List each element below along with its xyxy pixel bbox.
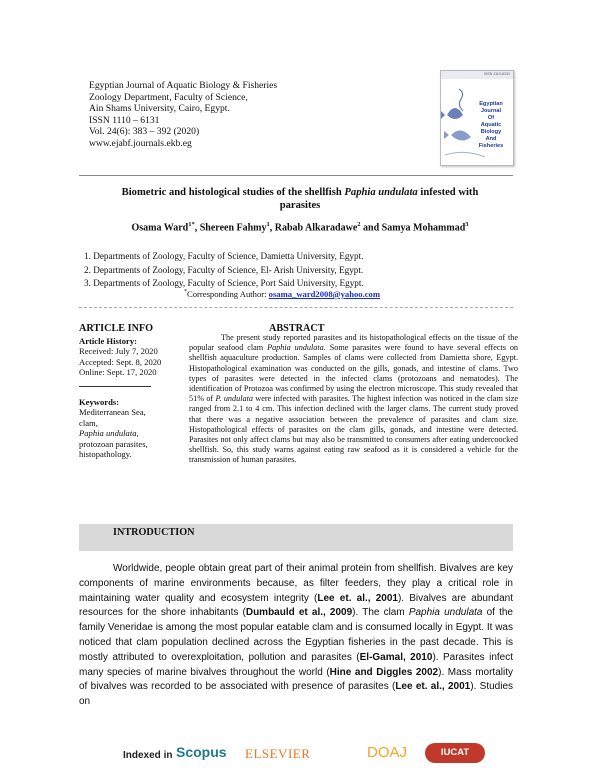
received-date: Received: July 7, 2020 bbox=[79, 346, 158, 357]
doaj-logo-text: DOAJ bbox=[367, 744, 408, 761]
journal-university: Ain Shams University, Cairo, Egypt. bbox=[89, 103, 230, 115]
abstract-body bbox=[189, 333, 518, 466]
abstract-species: Paphia undulata bbox=[267, 343, 324, 353]
title-part: parasites bbox=[279, 200, 321, 211]
doaj-logo bbox=[367, 744, 407, 761]
affiliation-divider bbox=[79, 307, 513, 308]
keyword: Mediterranean Sea, bbox=[79, 407, 146, 418]
species-name: Paphia undulata bbox=[408, 607, 483, 619]
cover-title-line: Egyptian Journal bbox=[479, 101, 503, 114]
intro-text: Worldwide, people obtain great part of their animal protein from shellfish. Bivalves are key components of marine environments because, as filter feeders, they play a critical role in maintaining water quality and ecosystem integrity ( bbox=[79, 563, 513, 604]
accepted-date: Accepted: Sept. 8, 2020 bbox=[79, 356, 162, 367]
keyword: protozoan parasites, bbox=[79, 438, 148, 449]
header-divider bbox=[79, 175, 513, 176]
cover-title-line: And bbox=[485, 136, 497, 142]
citation: Dumbauld et al., 2009 bbox=[245, 607, 353, 619]
article-info-heading: ARTICLE INFO bbox=[79, 323, 154, 334]
scopus-logo bbox=[176, 744, 227, 760]
corresponding-author: *Corresponding Author: osama_ward2008@yahoo.com bbox=[184, 289, 380, 299]
intro-text: ). Mass mortality of bivalves was recorded to be associated with presence of parasites ( bbox=[79, 666, 513, 693]
cover-title-line: Fisheries bbox=[478, 143, 504, 149]
journal-department: Zoology Department, Faculty of Science, bbox=[89, 91, 248, 103]
keyword: clam, bbox=[79, 417, 98, 428]
title-part: infested with bbox=[417, 187, 479, 198]
author-superscript: 2 bbox=[357, 221, 361, 228]
keyword: histopathology. bbox=[79, 449, 132, 460]
abstract-text: The present study reported parasites and its histopathological effects on the tissue of the popular seafood clam bbox=[189, 333, 518, 353]
paper-title bbox=[75, 186, 525, 212]
abstract-text: were infected with parasites. The highest infection was noticed in the clam size ranged from 2.1 to 4 cm. This infection declined with the larger clams. The current study proved that there was a negative association between the prevalence of parasites and clam size. Histopathological effects of parasites on the clam gills, gonads, and intestine were detected. Parasites not only affect clams but may also be transmitted to consumers after eating undercoocked shellfish. So, this study warns against eating raw seafood as it is considered a vehicle for the transmission of human parasites. bbox=[189, 394, 519, 465]
iucat-logo-text: IUCAT bbox=[440, 747, 470, 758]
title-part: Biometric and histological studies of the shellfish bbox=[121, 187, 345, 198]
info-divider bbox=[79, 386, 151, 387]
keywords-block: Keywords: Mediterranean Sea, clam, Paphia undulata, protozoan parasites, histopathology. bbox=[79, 397, 148, 460]
cover-title-line: Aquatic Biology bbox=[480, 122, 502, 135]
author-name: Osama Ward bbox=[131, 222, 189, 234]
indexed-in-label: Indexed in bbox=[123, 750, 173, 761]
author-superscript: 1 bbox=[266, 221, 270, 228]
journal-volume: Vol. 24(6): 383 – 392 (2020) bbox=[89, 126, 200, 138]
intro-text: ). Studies on bbox=[79, 681, 514, 708]
author-name: Samya Mohammad bbox=[381, 222, 466, 234]
citation: Lee et. al., 2001 bbox=[317, 592, 398, 604]
affiliation-2: 2. Departments of Zoology, Faculty of Science, El- Arish University, Egypt. bbox=[84, 265, 364, 275]
journal-issn: ISSN 1110 – 6131 bbox=[89, 114, 160, 126]
author-superscript: 3 bbox=[465, 221, 469, 228]
journal-cover-image bbox=[440, 70, 514, 166]
author-name: Rabab Alkaradawe bbox=[274, 222, 358, 234]
affiliation-1: 1. Departments of Zoology, Faculty of Science, Damietta University, Egypt. bbox=[84, 251, 364, 261]
title-species: Paphia undulata bbox=[344, 187, 418, 198]
abstract-species: P. undulata bbox=[215, 394, 253, 404]
cover-issn: ISSN 1110-6131 bbox=[483, 72, 510, 76]
keywords-label: Keywords bbox=[79, 397, 117, 407]
citation: Hine and Diggles 2002 bbox=[329, 666, 439, 678]
corresponding-label: Corresponding Author: bbox=[187, 289, 269, 299]
author-superscript: 1* bbox=[188, 221, 195, 228]
journal-name: Egyptian Journal of Aquatic Biology & Fisheries bbox=[89, 80, 278, 91]
cover-title-line: Of bbox=[487, 115, 495, 121]
abstract-heading: ABSTRACT bbox=[269, 323, 325, 334]
intro-text: ). Bivalves are abundant resources for the shore inhabitants ( bbox=[79, 592, 514, 619]
citation: El-Gamal, 2010 bbox=[359, 651, 433, 663]
article-history bbox=[79, 336, 161, 378]
journal-header bbox=[89, 80, 277, 150]
keyword: Paphia undulata, bbox=[79, 428, 139, 439]
citation: Lee et. al., 2001 bbox=[395, 681, 471, 693]
intro-text: ). Parasites infect many species of marine bivalves throughout the world ( bbox=[79, 651, 513, 678]
scopus-logo-text: Scopus bbox=[176, 744, 227, 760]
corresponding-email-link[interactable]: osama_ward2008@yahoo.com bbox=[268, 289, 380, 299]
author-list: Osama Ward$^{1*}$, Shereen Fahmy$^1$, Rabab Alkaradawe$^2$ and Samya Mohammad$^3$ bbox=[131, 221, 469, 234]
intro-text: of the family Veneridae is among the most popular eatable clam and is consumed locally in Egypt. It was noticed that clam population declined across the Egyptian fisheries in the past decade. This is mostly attributed to overexploitation, pollution and parasites ( bbox=[79, 607, 513, 663]
introduction-heading: INTRODUCTION bbox=[113, 527, 195, 538]
indexing-footer bbox=[0, 734, 600, 776]
abstract-text: . Some parasites were found to have several effects on shellfish aquaculture production. Samples of clams were collected from Damietta shore, Egypt. Histopathological examination was conducted on the gills, gonads, and intestine of clams. Two types of parasites were detected in the infected clams (protozoans and nematodes). The identification of Protozoa was confirmed by using the electron microscope. This study revealed that 51% of bbox=[189, 343, 519, 404]
iucat-logo bbox=[425, 743, 485, 763]
journal-website: www.ejabf.journals.ekb.eg bbox=[89, 137, 192, 149]
intro-text: ). The clam bbox=[352, 607, 409, 619]
author-name: Shereen Fahmy bbox=[199, 222, 267, 234]
online-date: Online: Sept. 17, 2020 bbox=[79, 367, 157, 378]
introduction-body bbox=[79, 562, 513, 710]
history-label: Article History: bbox=[79, 336, 137, 346]
elsevier-logo-text: ELSEVIER bbox=[245, 746, 311, 761]
affiliation-3: 3. Departments of Zoology, Faculty of Science, Port Said University, Egypt. bbox=[84, 278, 364, 288]
elsevier-logo bbox=[245, 746, 310, 762]
cover-title bbox=[473, 101, 509, 150]
